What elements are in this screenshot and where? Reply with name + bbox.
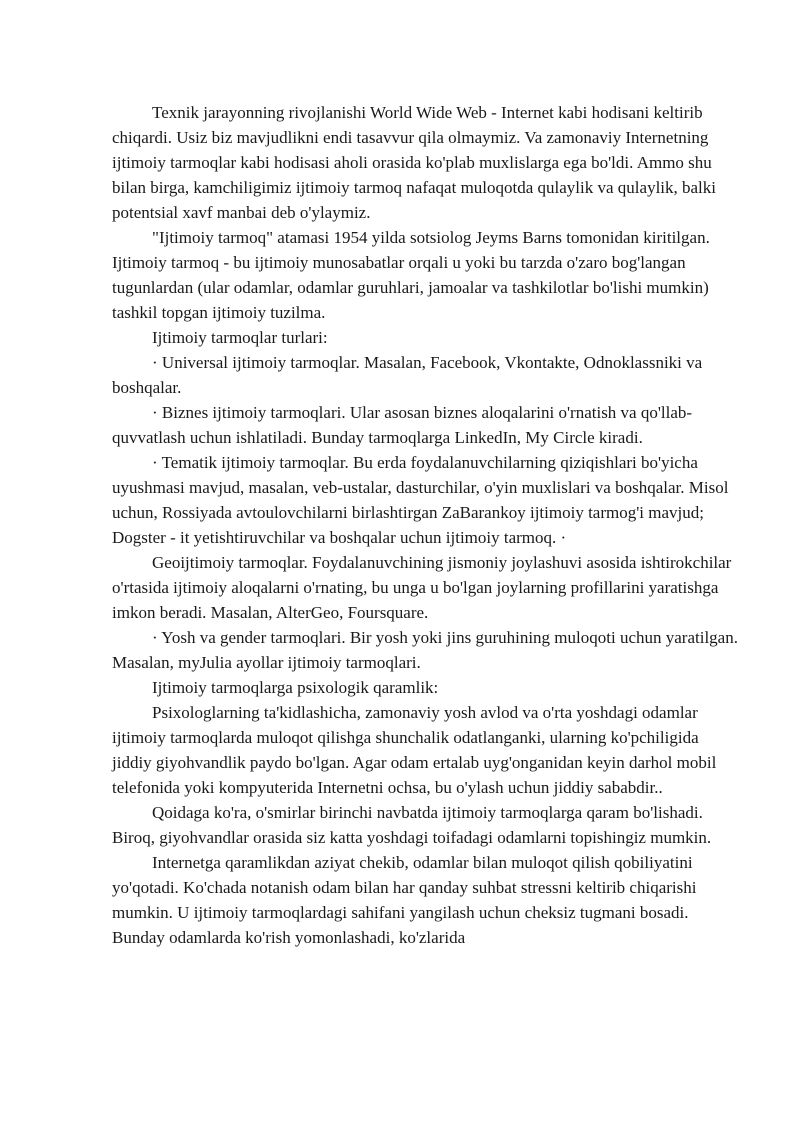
paragraph-types-heading: Ijtimoiy tarmoqlar turlari: [152,328,328,347]
paragraph-business: · Biznes ijtimoiy tarmoqlari. Ular asosan biznes aloqalarini o'rnatish va qo'llab-quvvatlash uchun ishlatiladi. Bunday tarmoqlarga LinkedIn, My Circle kiradi. [112,403,693,447]
paragraph-definition: "Ijtimoiy tarmoq" atamasi 1954 yilda sotsiolog Jeyms Barns tomonidan kiritilgan. Ijtimoiy tarmoq - bu ijtimoiy munosabatlar orqali u yoki bu tarzda o'zaro bog'langan tugunlardan (ular odamlar, odamlar guruhlari, jamoalar va tashkilotlar bo'lishi mumkin) tashkil topgan ijtimoiy tuzilma. [112,228,710,322]
paragraph-universal: · Universal ijtimoiy tarmoqlar. Masalan, Facebook, Vkontakte, Odnoklassniki va boshqalar. [112,353,703,397]
paragraph-age-gender: · Yosh va gender tarmoqlari. Bir yosh yoki jins guruhining muloqoti uchun yaratilgan. Masalan, myJulia ayollar ijtimoiy tarmoqlari. [112,628,738,672]
paragraph-addiction-heading: Ijtimoiy tarmoqlarga psixologik qaramlik: [152,678,439,697]
paragraph-psychologists: Psixologlarning ta'kidlashicha, zamonaviy yosh avlod va o'rta yoshdagi odamlar ijtimoiy tarmoqlarda muloqot qilishga shunchalik odatlanganki, ularning ko'pchiligida jiddiy giyohvandlik paydo bo'lgan. Agar odam ertalab uyg'onganidan keyin darhol mobil telefonida yoki kompyuterida Internetni ochsa, bu o'ylash uchun jiddiy sababdir.. [112,703,717,797]
paragraph-geosocial: Geoijtimoiy tarmoqlar. Foydalanuvchining jismoniy joylashuvi asosida ishtirokchilar o'rtasida ijtimoiy aloqalarni o'rnating, bu unga u bo'lgan joylarning profillarini yaratishga imkon beradi. Masalan, AlterGeo, Foursquare. [112,553,732,622]
paragraph-teenagers: Qoidaga ko'ra, o'smirlar birinchi navbatda ijtimoiy tarmoqlarga qaram bo'lishadi. Biroq, giyohvandlar orasida siz katta yoshdagi toifadagi odamlarni topishingiz mumkin. [112,803,712,847]
paragraph-thematic: · Tematik ijtimoiy tarmoqlar. Bu erda foydalanuvchilarning qiziqishlari bo'yicha uyushmasi mavjud, masalan, veb-ustalar, dasturchilar, o'yin muxlislari va boshqalar. Misol uchun, Rossiyada avtoulovchilarni birlashtirgan ZaBarankoy ijtimoiy tarmog'i mavjud; Dogster - it yetishtiruvchilar va boshqalar uchun ijtimoiy tarmoq. · [112,453,729,547]
paragraph-consequences: Internetga qaramlikdan aziyat chekib, odamlar bilan muloqot qilish qobiliyatini yo'qotadi. Ko'chada notanish odam bilan har qanday suhbat stressni keltirib chiqarishi mumkin. U ijtimoiy tarmoqlardagi sahifani yangilash uchun cheksiz tugmani bosadi. Bunday odamlarda ko'rish yomonlashadi, ko'zlarida [112,853,697,947]
document-page [112,100,740,950]
paragraph-intro: Texnik jarayonning rivojlanishi World Wide Web - Internet kabi hodisani keltirib chiqardi. Usiz biz mavjudlikni endi tasavvur qila olmaymiz. Va zamonaviy Internetning ijtimoiy tarmoqlar kabi hodisasi aholi orasida ko'plab muxlislarga ega bo'ldi. Ammo shu bilan birga, kamchiligimiz ijtimoiy tarmoq nafaqat muloqotda qulaylik va qulaylik, balki potentsial xavf manbai deb o'ylaymiz. [112,103,717,222]
